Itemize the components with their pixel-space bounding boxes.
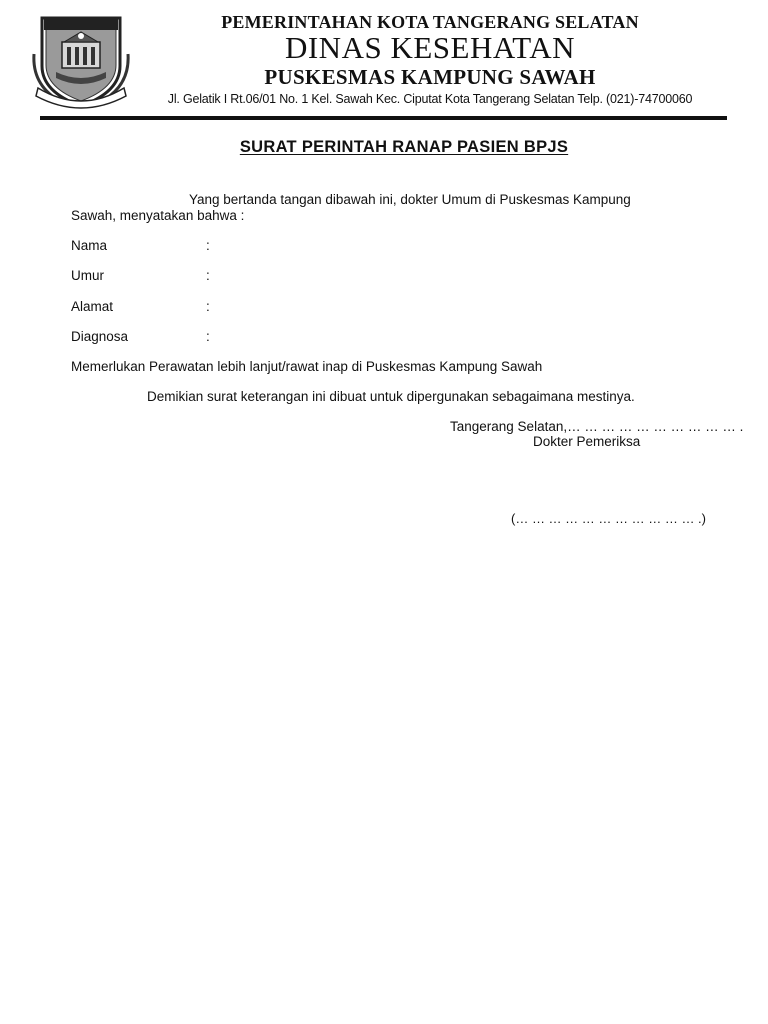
government-name: PEMERINTAHAN KOTA TANGERANG SELATAN (221, 12, 639, 32)
place-date-line: Tangerang Selatan,… … … … … … … … … … . (450, 419, 744, 434)
field-label-nama: Nama (71, 238, 108, 253)
intro-line-2: Sawah, menyatakan bahwa : (71, 208, 245, 223)
intro-line-1: Yang bertanda tangan dibawah ini, dokter Umum di Puskesmas Kampung (189, 192, 631, 207)
letterhead (0, 0, 768, 125)
health-center-name: PUSKESMAS KAMPUNG SAWAH (264, 65, 596, 89)
need-statement: Memerlukan Perawatan lebih lanjut/rawat inap di Puskesmas Kampung Sawah (71, 359, 543, 374)
field-colon-diagnosa: : (206, 329, 210, 344)
agency-name: DINAS KESEHATAN (284, 30, 576, 65)
field-colon-umur: : (206, 268, 210, 283)
letterhead-divider (40, 116, 727, 120)
field-colon-nama: : (206, 238, 210, 253)
signer-title: Dokter Pemeriksa (533, 434, 641, 449)
signature-placeholder: (… … … … … … … … … … … .) (511, 511, 706, 526)
field-label-diagnosa: Diagnosa (71, 329, 129, 344)
field-label-alamat: Alamat (71, 299, 114, 314)
closing-statement: Demikian surat keterangan ini dibuat untuk dipergunakan sebagaimana mestinya. (147, 389, 635, 404)
field-label-umur: Umur (71, 268, 104, 283)
document-title: SURAT PERINTAH RANAP PASIEN BPJS (239, 138, 569, 156)
field-colon-alamat: : (206, 299, 210, 314)
address-line: Jl. Gelatik I Rt.06/01 No. 1 Kel. Sawah Kec. Ciputat Kota Tangerang Selatan Telp. (021)-74700060 (167, 92, 693, 106)
